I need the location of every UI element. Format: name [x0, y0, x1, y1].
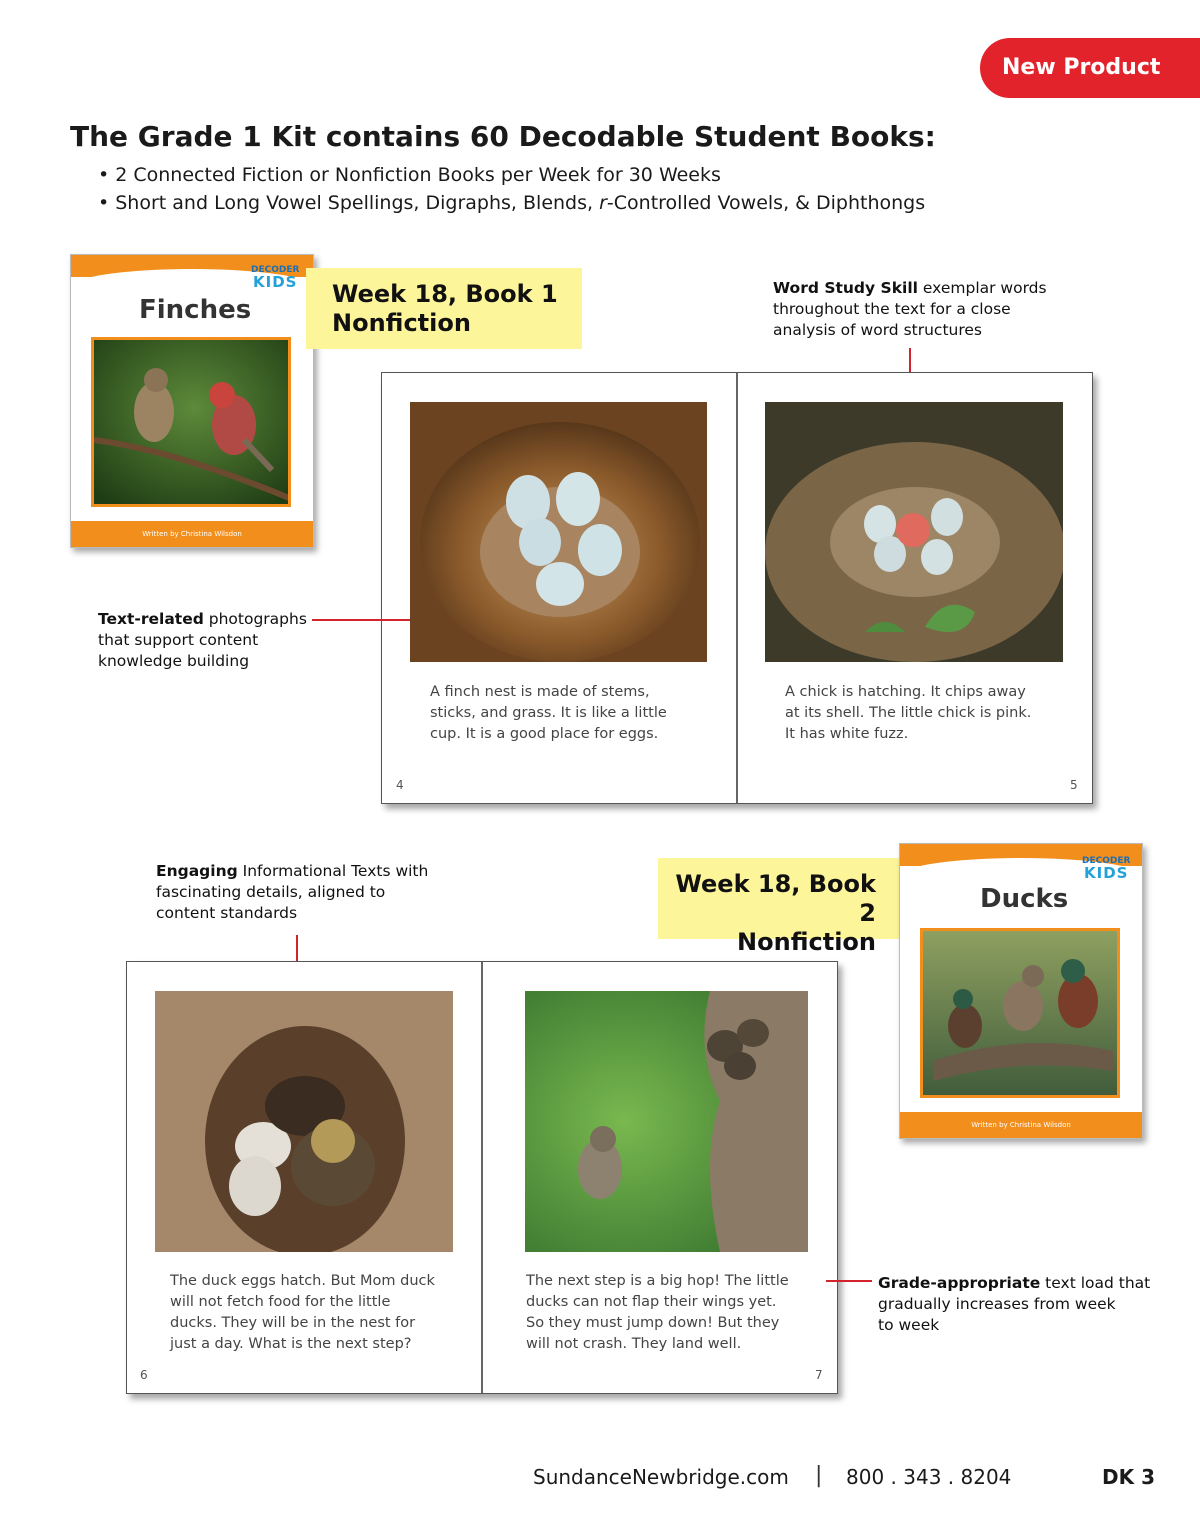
- ducks-spread: [126, 961, 838, 1394]
- new-product-badge: New Product: [980, 38, 1200, 98]
- annotation-bold: Grade-appropriate: [878, 1274, 1041, 1292]
- text-line: It has white fuzz.: [785, 726, 909, 742]
- bullet-item: • 2 Connected Fiction or Nonfiction Books per Week for 30 Weeks: [98, 164, 721, 186]
- text-line: will not fetch food for the little: [170, 1294, 391, 1310]
- genre-line: Nonfiction: [332, 309, 471, 337]
- spread-gutter: [481, 962, 483, 1393]
- bullet-text: -Controlled Vowels, & Diphthongs: [606, 192, 926, 214]
- page-5-text: [785, 682, 1031, 745]
- page-number: 7: [815, 1368, 823, 1382]
- bullet-item: • Short and Long Vowel Spellings, Digraphs, Blends, r-Controlled Vowels, & Diphthongs: [98, 192, 926, 214]
- annotation-text: to week: [878, 1316, 940, 1334]
- annotation-text: gradually increases from week: [878, 1295, 1116, 1313]
- ducks-book-cover: [899, 843, 1143, 1139]
- text-line: sticks, and grass. It is like a little: [430, 705, 667, 721]
- text-line: The duck eggs hatch. But Mom duck: [170, 1273, 435, 1289]
- logo-top-text: DECODER: [1082, 856, 1131, 866]
- text-line: just a day. What is the next step?: [170, 1336, 412, 1352]
- annotation-text: text load that: [1040, 1274, 1151, 1292]
- annotation-text: fascinating details, aligned to: [156, 883, 386, 901]
- text-line: ducks. They will be in the nest for: [170, 1315, 416, 1331]
- spread-gutter: [736, 373, 738, 803]
- leader-line: [826, 1280, 872, 1282]
- word-study-annotation: [773, 278, 1073, 341]
- bullet-text-italic: r: [599, 192, 607, 214]
- annotation-text: content standards: [156, 904, 298, 922]
- annotation-bold: Word Study Skill: [773, 279, 918, 297]
- text-line: The next step is a big hop! The little: [526, 1273, 789, 1289]
- cover-title: Finches: [139, 295, 252, 325]
- week-line: Week 18, Book 1: [332, 280, 558, 308]
- logo-bottom-text: KIDS: [1083, 864, 1129, 882]
- leader-line: [312, 619, 410, 621]
- week-18-book-1-label: [306, 268, 582, 349]
- page-number: 6: [140, 1368, 148, 1382]
- footer-separator: |: [815, 1463, 823, 1488]
- finches-book-cover: [70, 254, 314, 548]
- annotation-text: throughout the text for a close: [773, 300, 1011, 318]
- footer-page-number: DK 3: [1102, 1465, 1155, 1489]
- finches-photo: [91, 337, 291, 507]
- page-7-text: [526, 1271, 789, 1355]
- genre-line: Nonfiction: [737, 928, 876, 956]
- annotation-text: photographs: [203, 610, 307, 628]
- footer-website[interactable]: SundanceNewbridge.com: [533, 1465, 789, 1489]
- logo-top-text: DECODER: [251, 265, 300, 275]
- text-line: A chick is hatching. It chips away: [785, 684, 1026, 700]
- bullet-text: Short and Long Vowel Spellings, Digraphs, Blends,: [115, 192, 600, 214]
- annotation-text: that support content: [98, 631, 259, 649]
- annotation-bold: Text-related: [98, 610, 204, 628]
- cover-title: Ducks: [980, 884, 1069, 914]
- ducks-photo: [920, 928, 1120, 1098]
- annotation-text: Informational Texts with: [237, 862, 429, 880]
- page-number: 4: [396, 778, 404, 792]
- grade-appropriate-annotation: [878, 1273, 1178, 1336]
- page-6-text: [170, 1271, 435, 1355]
- page-number: 5: [1070, 778, 1078, 792]
- text-related-annotation: [98, 609, 318, 672]
- nest-eggs-photo: [410, 402, 707, 662]
- decoder-kids-logo: [1082, 856, 1130, 881]
- annotation-text: analysis of word structures: [773, 321, 982, 339]
- duckling-jump-photo: [525, 991, 808, 1252]
- ducklings-in-tree-photo: [155, 991, 453, 1252]
- week-18-book-2-label: [658, 858, 914, 956]
- hatching-chick-photo: [765, 402, 1063, 662]
- text-line: will not crash. They land well.: [526, 1336, 742, 1352]
- text-line: cup. It is a good place for eggs.: [430, 726, 659, 742]
- engaging-annotation: [156, 861, 456, 924]
- annotation-text: knowledge building: [98, 652, 250, 670]
- cover-byline: Written by Christina Wilsdon: [900, 1112, 1142, 1138]
- logo-bottom-text: KIDS: [252, 273, 298, 291]
- text-line: So they must jump down! But they: [526, 1315, 780, 1331]
- annotation-text: exemplar words: [917, 279, 1047, 297]
- page-title: The Grade 1 Kit contains 60 Decodable Student Books:: [70, 120, 936, 153]
- footer-phone: 800 . 343 . 8204: [846, 1465, 1012, 1489]
- text-line: at its shell. The little chick is pink.: [785, 705, 1032, 721]
- text-line: A finch nest is made of stems,: [430, 684, 650, 700]
- bullet-text: 2 Connected Fiction or Nonfiction Books per Week for 30 Weeks: [115, 164, 721, 186]
- annotation-bold: Engaging: [156, 862, 238, 880]
- page-4-text: [430, 682, 667, 745]
- cover-byline: Written by Christina Wilsdon: [71, 521, 313, 547]
- decoder-kids-logo: [251, 265, 299, 290]
- finches-spread: [381, 372, 1093, 804]
- week-line: Week 18, Book 2: [675, 870, 876, 927]
- text-line: ducks can not flap their wings yet.: [526, 1294, 777, 1310]
